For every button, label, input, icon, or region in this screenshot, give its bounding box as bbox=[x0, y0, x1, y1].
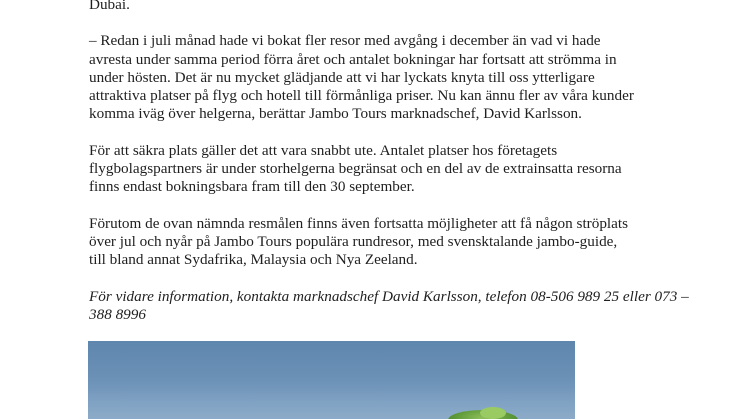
text-line: För vidare information, kontakta marknadschef David Karlsson, telefon 08-506 989 25 eller 073 – bbox=[89, 287, 689, 305]
article-body bbox=[89, 0, 689, 324]
text-line: attraktiva platser på flyg och hotell till förmånliga priser. Nu kan ännu fler av våra kunder bbox=[89, 87, 634, 105]
text-line: 388 8996 bbox=[89, 305, 146, 323]
paragraph-gap bbox=[89, 197, 649, 215]
paragraph-quote bbox=[89, 32, 649, 123]
paragraph-intro-tail bbox=[89, 0, 649, 14]
text-line: under hösten. Det är nu mycket glädjande att vi har lyckats knyta till oss ytterligare bbox=[89, 68, 595, 86]
paragraph-gap bbox=[89, 14, 649, 32]
text-line: komma iväg över helgerna, berättar Jambo Tours marknadschef, David Karlsson. bbox=[89, 105, 582, 123]
text-line: – Redan i juli månad hade vi bokat fler resor med avgång i december än vad vi hade bbox=[89, 32, 601, 50]
paragraph-gap bbox=[89, 270, 649, 288]
text-line: över jul och nyår på Jambo Tours populära rundresor, med svensktalande jambo-guide, bbox=[89, 232, 618, 250]
paragraph-booking bbox=[89, 142, 649, 197]
paragraph-tours bbox=[89, 215, 649, 270]
text-line: finns endast bokningsbara fram till den 30 september. bbox=[89, 178, 415, 196]
contact-info bbox=[89, 287, 689, 325]
paragraph-gap bbox=[89, 124, 649, 142]
article-photo bbox=[88, 341, 575, 419]
text-line: flygbolagspartners är under storhelgerna begränsat och en del av de extrainsatta resorna bbox=[89, 160, 622, 178]
text-line: För att säkra plats gäller det att vara snabbt ute. Antalet platser hos företagets bbox=[89, 141, 558, 159]
text-line: Förutom de ovan nämnda resmålen finns även fortsatta möjligheter att få någon ströplats bbox=[89, 214, 629, 232]
text-line: till bland annat Sydafrika, Malaysia och Nya Zeeland. bbox=[89, 251, 418, 269]
photo-tree-highlight bbox=[480, 407, 506, 419]
text-line: Dubai. bbox=[89, 0, 130, 13]
text-line: avresta under samma period förra året och antalet bokningar har fortsatt att strömma in bbox=[89, 50, 617, 68]
